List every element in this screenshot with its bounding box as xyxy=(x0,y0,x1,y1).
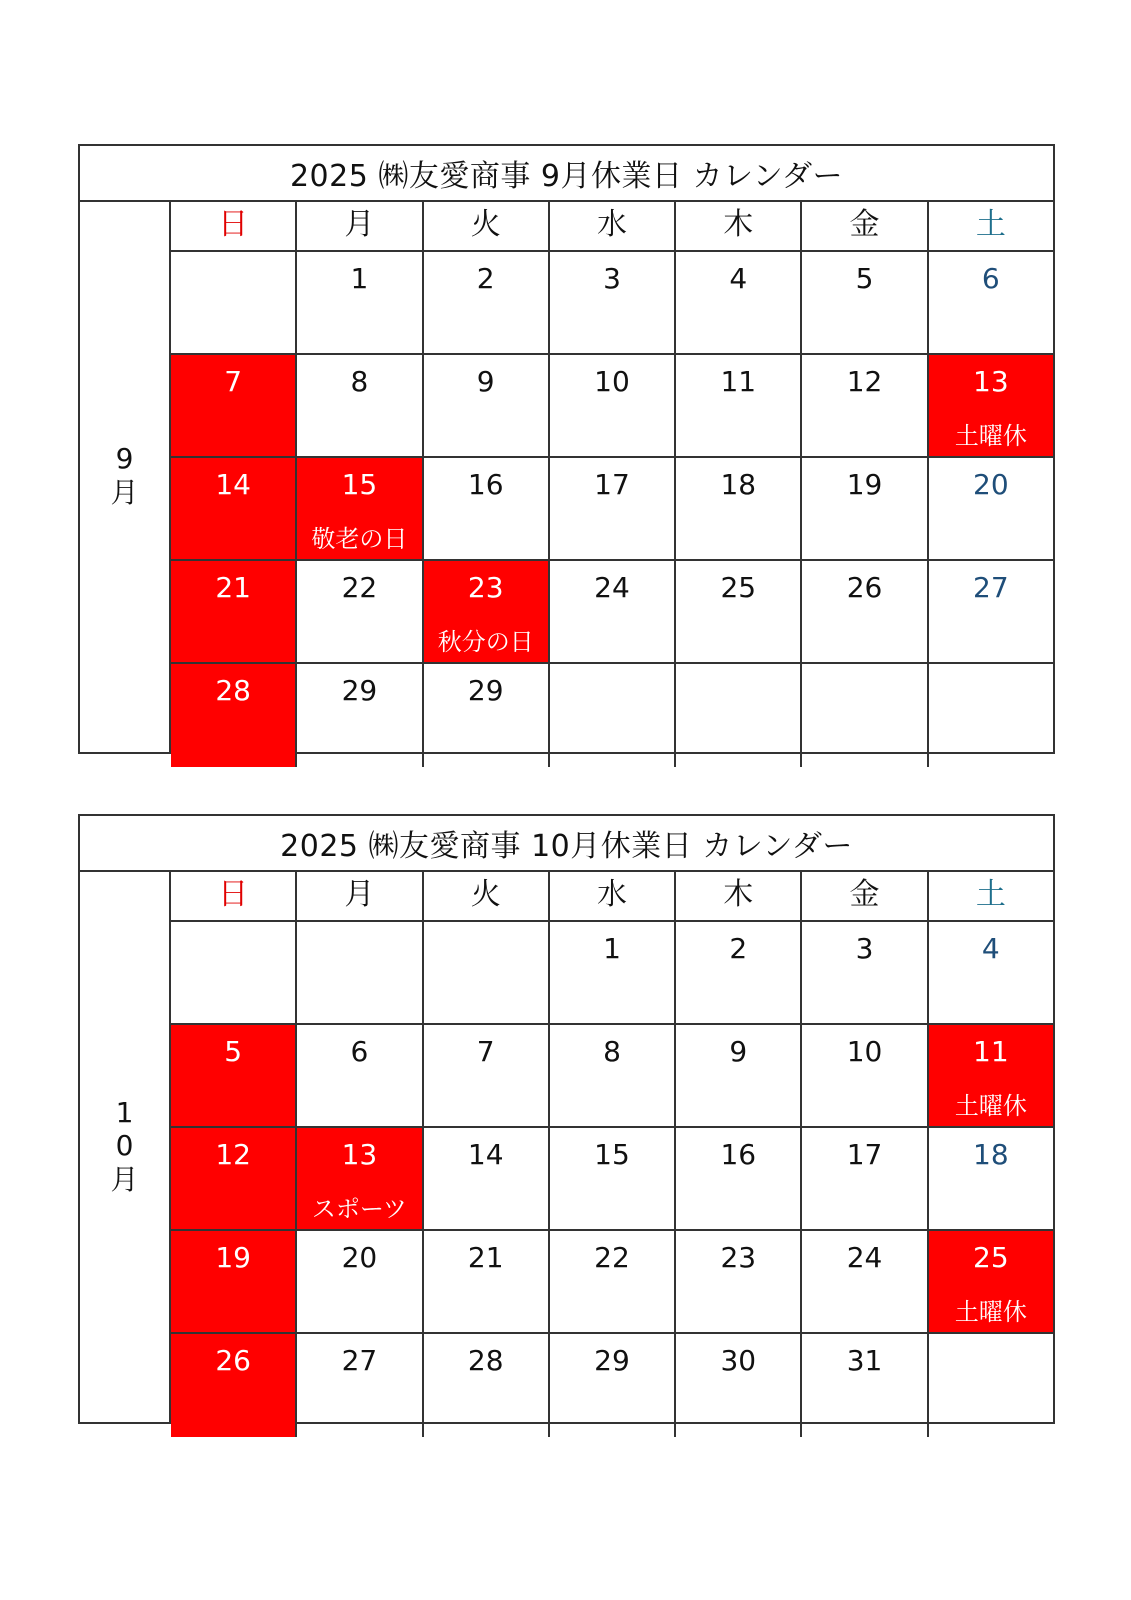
day-number: 9 xyxy=(729,1035,748,1068)
day-cell xyxy=(802,561,928,664)
week-row xyxy=(171,922,1053,1025)
holiday-note: 土曜休 xyxy=(954,1298,1027,1326)
day-cell xyxy=(550,355,676,458)
day-number: 18 xyxy=(720,468,757,501)
weekday-header: 金 xyxy=(802,870,928,922)
month-label xyxy=(80,870,171,1422)
day-number: 20 xyxy=(341,1241,378,1274)
day-cell xyxy=(676,561,802,664)
day-number: 11 xyxy=(973,1035,1009,1068)
day-number: 24 xyxy=(846,1241,883,1274)
holiday-note: スポーツ xyxy=(311,1195,407,1223)
weekday-header: 日 xyxy=(171,870,297,922)
day-cell xyxy=(802,922,928,1025)
day-number: 13 xyxy=(973,365,1009,398)
holiday-cell xyxy=(171,561,297,664)
day-cell xyxy=(676,1128,802,1231)
day-number: 23 xyxy=(467,571,504,604)
month-label-char: 1 xyxy=(115,1095,134,1129)
calendar-body xyxy=(80,200,1053,752)
day-number: 19 xyxy=(215,1241,251,1274)
day-cell xyxy=(929,1334,1053,1437)
day-cell xyxy=(802,458,928,561)
day-number: 3 xyxy=(603,262,621,295)
week-row xyxy=(171,252,1053,355)
day-cell xyxy=(550,922,676,1025)
calendar-grid xyxy=(171,870,1053,1422)
day-number: 10 xyxy=(594,365,630,398)
day-cell xyxy=(424,355,550,458)
day-number: 16 xyxy=(467,468,504,501)
day-number: 21 xyxy=(467,1241,504,1274)
day-cell xyxy=(929,664,1053,767)
day-number: 15 xyxy=(341,468,378,501)
month-label-char: 月 xyxy=(110,476,139,509)
calendar-grid xyxy=(171,200,1053,752)
day-cell xyxy=(297,664,423,767)
holiday-note: 秋分の日 xyxy=(437,628,534,656)
week-row xyxy=(171,1334,1053,1437)
day-cell xyxy=(424,1025,550,1128)
weekday-header: 火 xyxy=(424,870,550,922)
holiday-cell xyxy=(929,1231,1053,1334)
day-cell xyxy=(802,355,928,458)
day-cell xyxy=(676,922,802,1025)
day-cell xyxy=(424,1334,550,1437)
day-number: 7 xyxy=(224,365,243,398)
day-cell xyxy=(929,252,1053,355)
day-number: 1 xyxy=(603,932,621,965)
day-cell xyxy=(424,252,550,355)
day-cell xyxy=(550,252,676,355)
day-cell xyxy=(297,355,423,458)
day-number: 17 xyxy=(846,1138,883,1171)
holiday-cell xyxy=(929,1025,1053,1128)
day-cell xyxy=(929,458,1053,561)
day-cell xyxy=(550,1231,676,1334)
holiday-cell xyxy=(171,1231,297,1334)
day-cell xyxy=(802,1334,928,1437)
day-number: 6 xyxy=(350,1035,369,1068)
weekday-header: 火 xyxy=(424,200,550,252)
weekday-header-row xyxy=(171,870,1053,922)
day-cell xyxy=(676,1334,802,1437)
holiday-cell xyxy=(171,355,297,458)
weekday-header: 木 xyxy=(676,200,802,252)
day-number: 18 xyxy=(973,1138,1009,1171)
day-cell xyxy=(424,664,550,767)
weekday-header: 土 xyxy=(929,200,1053,252)
day-cell xyxy=(550,561,676,664)
weekday-header: 月 xyxy=(297,200,423,252)
holiday-cell xyxy=(297,458,423,561)
day-cell xyxy=(676,355,802,458)
september-calendar xyxy=(78,144,1055,754)
day-number: 8 xyxy=(350,365,369,398)
calendar-body xyxy=(80,870,1053,1422)
day-cell xyxy=(929,922,1053,1025)
holiday-cell xyxy=(171,664,297,767)
holiday-note: 敬老の日 xyxy=(311,525,408,553)
day-cell xyxy=(297,1025,423,1128)
day-number: 13 xyxy=(341,1138,378,1171)
day-cell xyxy=(550,1025,676,1128)
day-number: 26 xyxy=(846,571,883,604)
month-label-char: 9 xyxy=(115,442,134,476)
day-number: 4 xyxy=(981,932,1000,965)
day-number: 12 xyxy=(846,365,883,398)
october-calendar xyxy=(78,814,1055,1424)
day-cell xyxy=(676,664,802,767)
day-cell xyxy=(802,1231,928,1334)
holiday-cell xyxy=(171,1128,297,1231)
weekday-header: 土 xyxy=(929,870,1053,922)
week-row xyxy=(171,458,1053,561)
day-number: 25 xyxy=(973,1241,1009,1274)
holiday-cell xyxy=(424,561,550,664)
holiday-note: 土曜休 xyxy=(954,1092,1027,1120)
day-number: 2 xyxy=(476,262,495,295)
day-number: 3 xyxy=(855,932,874,965)
day-cell xyxy=(550,458,676,561)
day-number: 17 xyxy=(594,468,630,501)
day-number: 7 xyxy=(476,1035,495,1068)
day-number: 22 xyxy=(594,1241,630,1274)
day-cell xyxy=(802,1128,928,1231)
weekday-header: 木 xyxy=(676,870,802,922)
week-row xyxy=(171,1025,1053,1128)
day-number: 27 xyxy=(973,571,1009,604)
day-number: 8 xyxy=(603,1035,621,1068)
day-cell xyxy=(676,1025,802,1128)
day-number: 26 xyxy=(215,1344,251,1377)
day-number: 4 xyxy=(729,262,748,295)
day-number: 29 xyxy=(341,674,378,707)
day-number: 12 xyxy=(215,1138,251,1171)
day-cell xyxy=(550,1128,676,1231)
holiday-cell xyxy=(171,1025,297,1128)
week-row xyxy=(171,1231,1053,1334)
holiday-cell xyxy=(171,1334,297,1437)
holiday-note: 土曜休 xyxy=(954,422,1027,450)
month-label-char: 月 xyxy=(110,1162,139,1196)
month-label-char: 0 xyxy=(115,1129,134,1163)
day-cell xyxy=(676,252,802,355)
holiday-cell xyxy=(929,355,1053,458)
day-cell xyxy=(676,458,802,561)
day-cell xyxy=(297,922,423,1025)
day-cell xyxy=(929,1128,1053,1231)
day-number: 30 xyxy=(720,1344,757,1377)
day-number: 28 xyxy=(215,674,251,707)
day-cell xyxy=(424,1128,550,1231)
day-number: 9 xyxy=(476,365,495,398)
month-label xyxy=(80,200,171,752)
day-number: 14 xyxy=(215,468,251,501)
day-number: 23 xyxy=(720,1241,757,1274)
day-number: 29 xyxy=(467,674,504,707)
week-row xyxy=(171,355,1053,458)
day-number: 6 xyxy=(981,262,1000,295)
weekday-header: 水 xyxy=(550,870,676,922)
day-number: 16 xyxy=(720,1138,757,1171)
day-number: 5 xyxy=(224,1035,243,1068)
day-number: 21 xyxy=(215,571,251,604)
day-cell xyxy=(550,1334,676,1437)
day-cell xyxy=(424,922,550,1025)
day-number: 2 xyxy=(729,932,748,965)
day-cell xyxy=(929,561,1053,664)
day-number: 25 xyxy=(720,571,757,604)
day-number: 14 xyxy=(467,1138,504,1171)
day-number: 31 xyxy=(846,1344,883,1377)
day-cell xyxy=(802,252,928,355)
day-number: 5 xyxy=(855,262,874,295)
day-cell xyxy=(297,252,423,355)
weekday-header: 日 xyxy=(171,200,297,252)
day-number: 11 xyxy=(720,365,757,398)
day-cell xyxy=(297,561,423,664)
week-row xyxy=(171,664,1053,767)
calendar-title: 2025 ㈱友愛商事 9月休業日 カレンダー xyxy=(289,159,844,194)
weekday-header: 月 xyxy=(297,870,423,922)
weekday-header: 金 xyxy=(802,200,928,252)
day-cell xyxy=(424,1231,550,1334)
day-cell xyxy=(802,1025,928,1128)
day-cell xyxy=(550,664,676,767)
day-cell xyxy=(171,252,297,355)
day-number: 15 xyxy=(594,1138,630,1171)
day-cell xyxy=(802,664,928,767)
day-cell xyxy=(676,1231,802,1334)
day-cell xyxy=(297,1334,423,1437)
calendar-title: 2025 ㈱友愛商事 10月休業日 カレンダー xyxy=(280,829,853,864)
weekday-header-row xyxy=(171,200,1053,252)
day-number: 19 xyxy=(846,468,883,501)
day-number: 27 xyxy=(341,1344,378,1377)
day-number: 22 xyxy=(341,571,378,604)
day-cell xyxy=(171,922,297,1025)
week-row xyxy=(171,1128,1053,1231)
holiday-cell xyxy=(297,1128,423,1231)
week-row xyxy=(171,561,1053,664)
weekday-header: 水 xyxy=(550,200,676,252)
day-number: 24 xyxy=(594,571,630,604)
day-number: 28 xyxy=(467,1344,504,1377)
day-number: 1 xyxy=(350,262,369,295)
day-number: 10 xyxy=(846,1035,883,1068)
day-number: 20 xyxy=(973,468,1009,501)
day-cell xyxy=(297,1231,423,1334)
day-number: 29 xyxy=(594,1344,630,1377)
holiday-cell xyxy=(171,458,297,561)
day-cell xyxy=(424,458,550,561)
